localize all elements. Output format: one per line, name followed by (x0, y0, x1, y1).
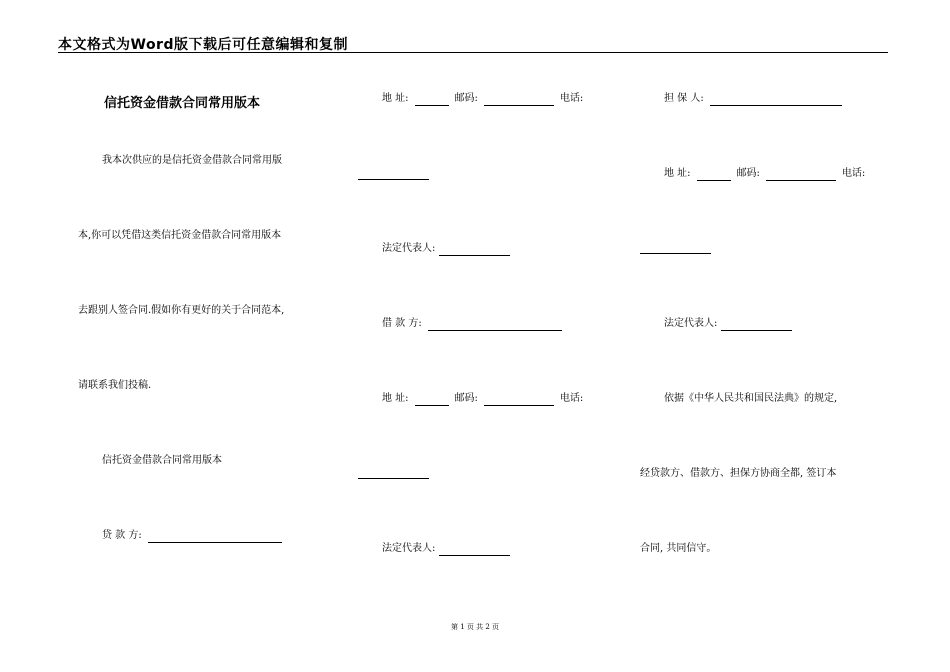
guarantor-label: 担 保 人: (664, 93, 704, 104)
legal-rep-blank (721, 319, 792, 331)
document-header-title: 本文格式为Word版下载后可任意编辑和复制 (58, 37, 348, 53)
lender-field (102, 529, 282, 543)
closing-line-1: 依据《中华人民共和国民法典》的规定, (664, 393, 838, 404)
borrower-label: 借 款 方: (382, 318, 422, 329)
guarantor-address-row (664, 167, 865, 181)
lender-address-row (382, 92, 583, 106)
phone-label: 电话: (841, 168, 866, 179)
borrower-address-row (382, 392, 583, 406)
legal-rep-blank (439, 544, 510, 556)
postcode-blank (766, 169, 836, 181)
phone-label: 电话: (559, 93, 584, 104)
intro-line-2: 本,你可以凭借这类信托资金借款合同常用版本 (78, 230, 282, 241)
guarantor-legal-rep-row (664, 317, 792, 331)
guarantor-blank (710, 94, 842, 106)
phone-blank (358, 178, 429, 180)
lender-label: 贷 款 方: (102, 530, 142, 541)
address-blank (697, 169, 731, 181)
borrower-legal-rep-row (382, 542, 510, 556)
postcode-label: 邮码: (736, 168, 760, 179)
address-blank (415, 394, 449, 406)
address-label: 地 址: (382, 393, 409, 404)
phone-blank (358, 477, 429, 479)
closing-line-2: 经贷款方、借款方、担保方协商全都, 签订本 (640, 468, 837, 479)
closing-line-3: 合同, 共同信守。 (640, 543, 717, 554)
page-number: 第 1 页 共 2 页 (450, 623, 500, 631)
legal-rep-label: 法定代表人: (382, 243, 436, 254)
address-label: 地 址: (382, 93, 409, 104)
phone-blank (640, 252, 711, 254)
address-blank (415, 94, 449, 106)
borrower-row (382, 317, 562, 331)
borrower-blank (428, 319, 562, 331)
address-label: 地 址: (664, 168, 691, 179)
guarantor-row (664, 92, 842, 106)
postcode-blank (484, 94, 554, 106)
legal-rep-blank (439, 244, 510, 256)
legal-rep-label: 法定代表人: (664, 318, 718, 329)
legal-rep-label: 法定代表人: (382, 543, 436, 554)
postcode-label: 邮码: (454, 93, 478, 104)
intro-line-3: 去跟别人签合同.假如你有更好的关于合同范本, (78, 305, 285, 316)
intro-line-4: 请联系我们投稿. (78, 380, 152, 391)
postcode-label: 邮码: (454, 393, 478, 404)
postcode-blank (484, 394, 554, 406)
header-rule (58, 52, 888, 53)
lender-blank (148, 531, 282, 543)
lender-legal-rep-row (382, 242, 510, 256)
phone-label: 电话: (559, 393, 584, 404)
intro-line-1: 我本次供应的是信托资金借款合同常用版 (102, 155, 282, 166)
document-title: 信托资金借款合同常用版本 (104, 96, 261, 111)
contract-subtitle: 信托资金借款合同常用版本 (102, 455, 222, 466)
